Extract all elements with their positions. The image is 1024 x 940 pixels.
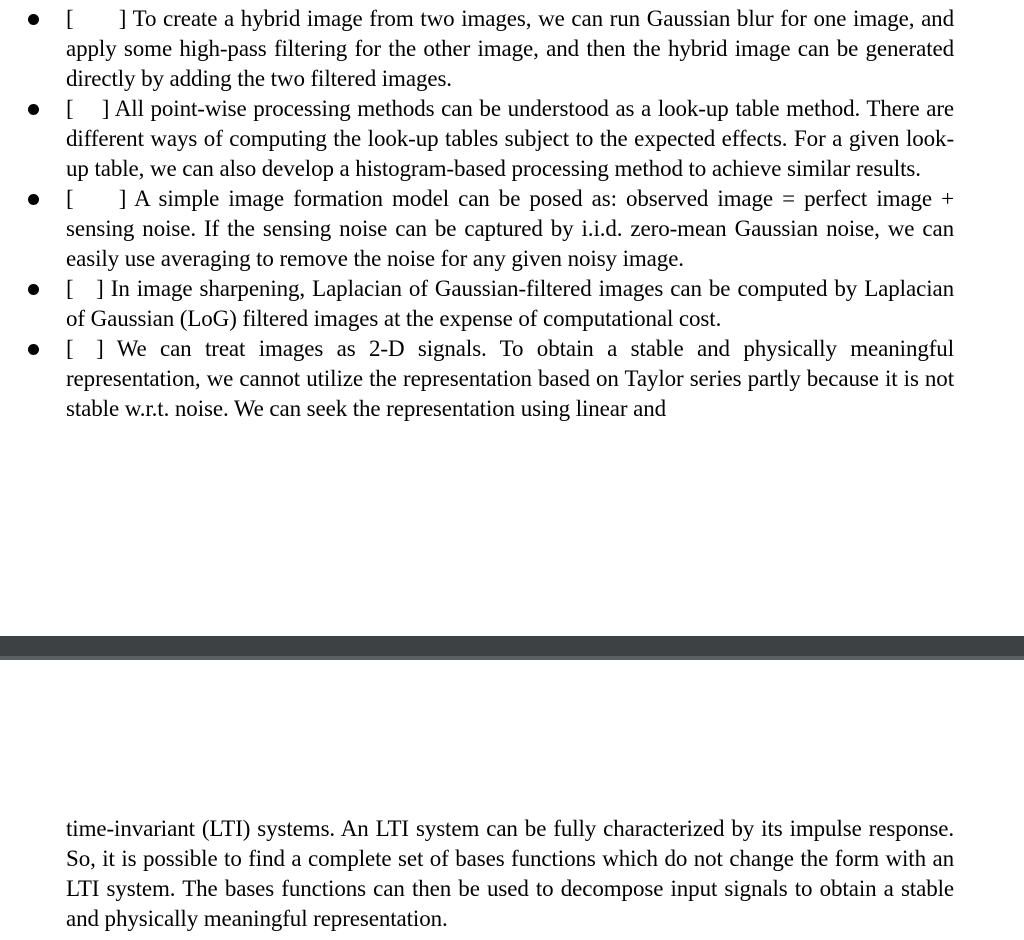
- statement-item-3: [0, 184, 954, 274]
- bullet-icon: [28, 284, 39, 295]
- statement-list: [0, 4, 1024, 424]
- bullet-icon: [28, 14, 39, 25]
- answer-bracket[interactable]: [ ]: [66, 336, 104, 361]
- continuation-paragraph: time-invariant (LTI) systems. An LTI system can be fully characterized by its impulse response. So, it is possible to find a complete set of bases functions which do not change the form with an LTI system. The bases functions can then be used to decompose input signals to obtain a stable and physically meaningful representation.: [66, 816, 954, 931]
- statement-text: In image sharpening, Laplacian of Gaussian-filtered images can be computed by Laplacian of Gaussian (LoG) filtered images at the expense of computational cost.: [66, 276, 954, 331]
- bullet-icon: [28, 104, 39, 115]
- statement-item-4: [0, 274, 954, 334]
- bullet-icon: [28, 344, 39, 355]
- answer-bracket[interactable]: [ ]: [66, 186, 127, 211]
- statement-item-5: [0, 334, 954, 424]
- statement-text: A simple image formation model can be posed as: observed image = perfect image + sensing noise. If the sensing noise can be captured by i.i.d. zero-mean Gaussian noise, we can easily use averaging to remove the noise for any given noisy image.: [66, 186, 954, 271]
- answer-bracket[interactable]: [ ]: [66, 276, 104, 301]
- statement-item-1: [0, 4, 954, 94]
- page-break-divider: [0, 636, 1024, 660]
- answer-bracket[interactable]: [ ]: [66, 6, 127, 31]
- statement-text: All point-wise processing methods can be understood as a look-up table method. There are different ways of computing the look-up tables subject to the expected effects. For a given look-up table, we can also develop a histogram-based processing method to achieve similar results.: [66, 96, 954, 181]
- statement-text: To create a hybrid image from two images, we can run Gaussian blur for one image, and apply some high-pass filtering for the other image, and then the hybrid image can be generated directly by adding the two filtered images.: [66, 6, 954, 91]
- answer-bracket[interactable]: [ ]: [66, 96, 110, 121]
- statement-text: We can treat images as 2-D signals. To obtain a stable and physically meaningful representation, we cannot utilize the representation based on Taylor series partly because it is not stable w.r.t. noise. We can seek the representation using linear and: [66, 336, 954, 421]
- bullet-icon: [28, 194, 39, 205]
- statement-item-2: [0, 94, 954, 184]
